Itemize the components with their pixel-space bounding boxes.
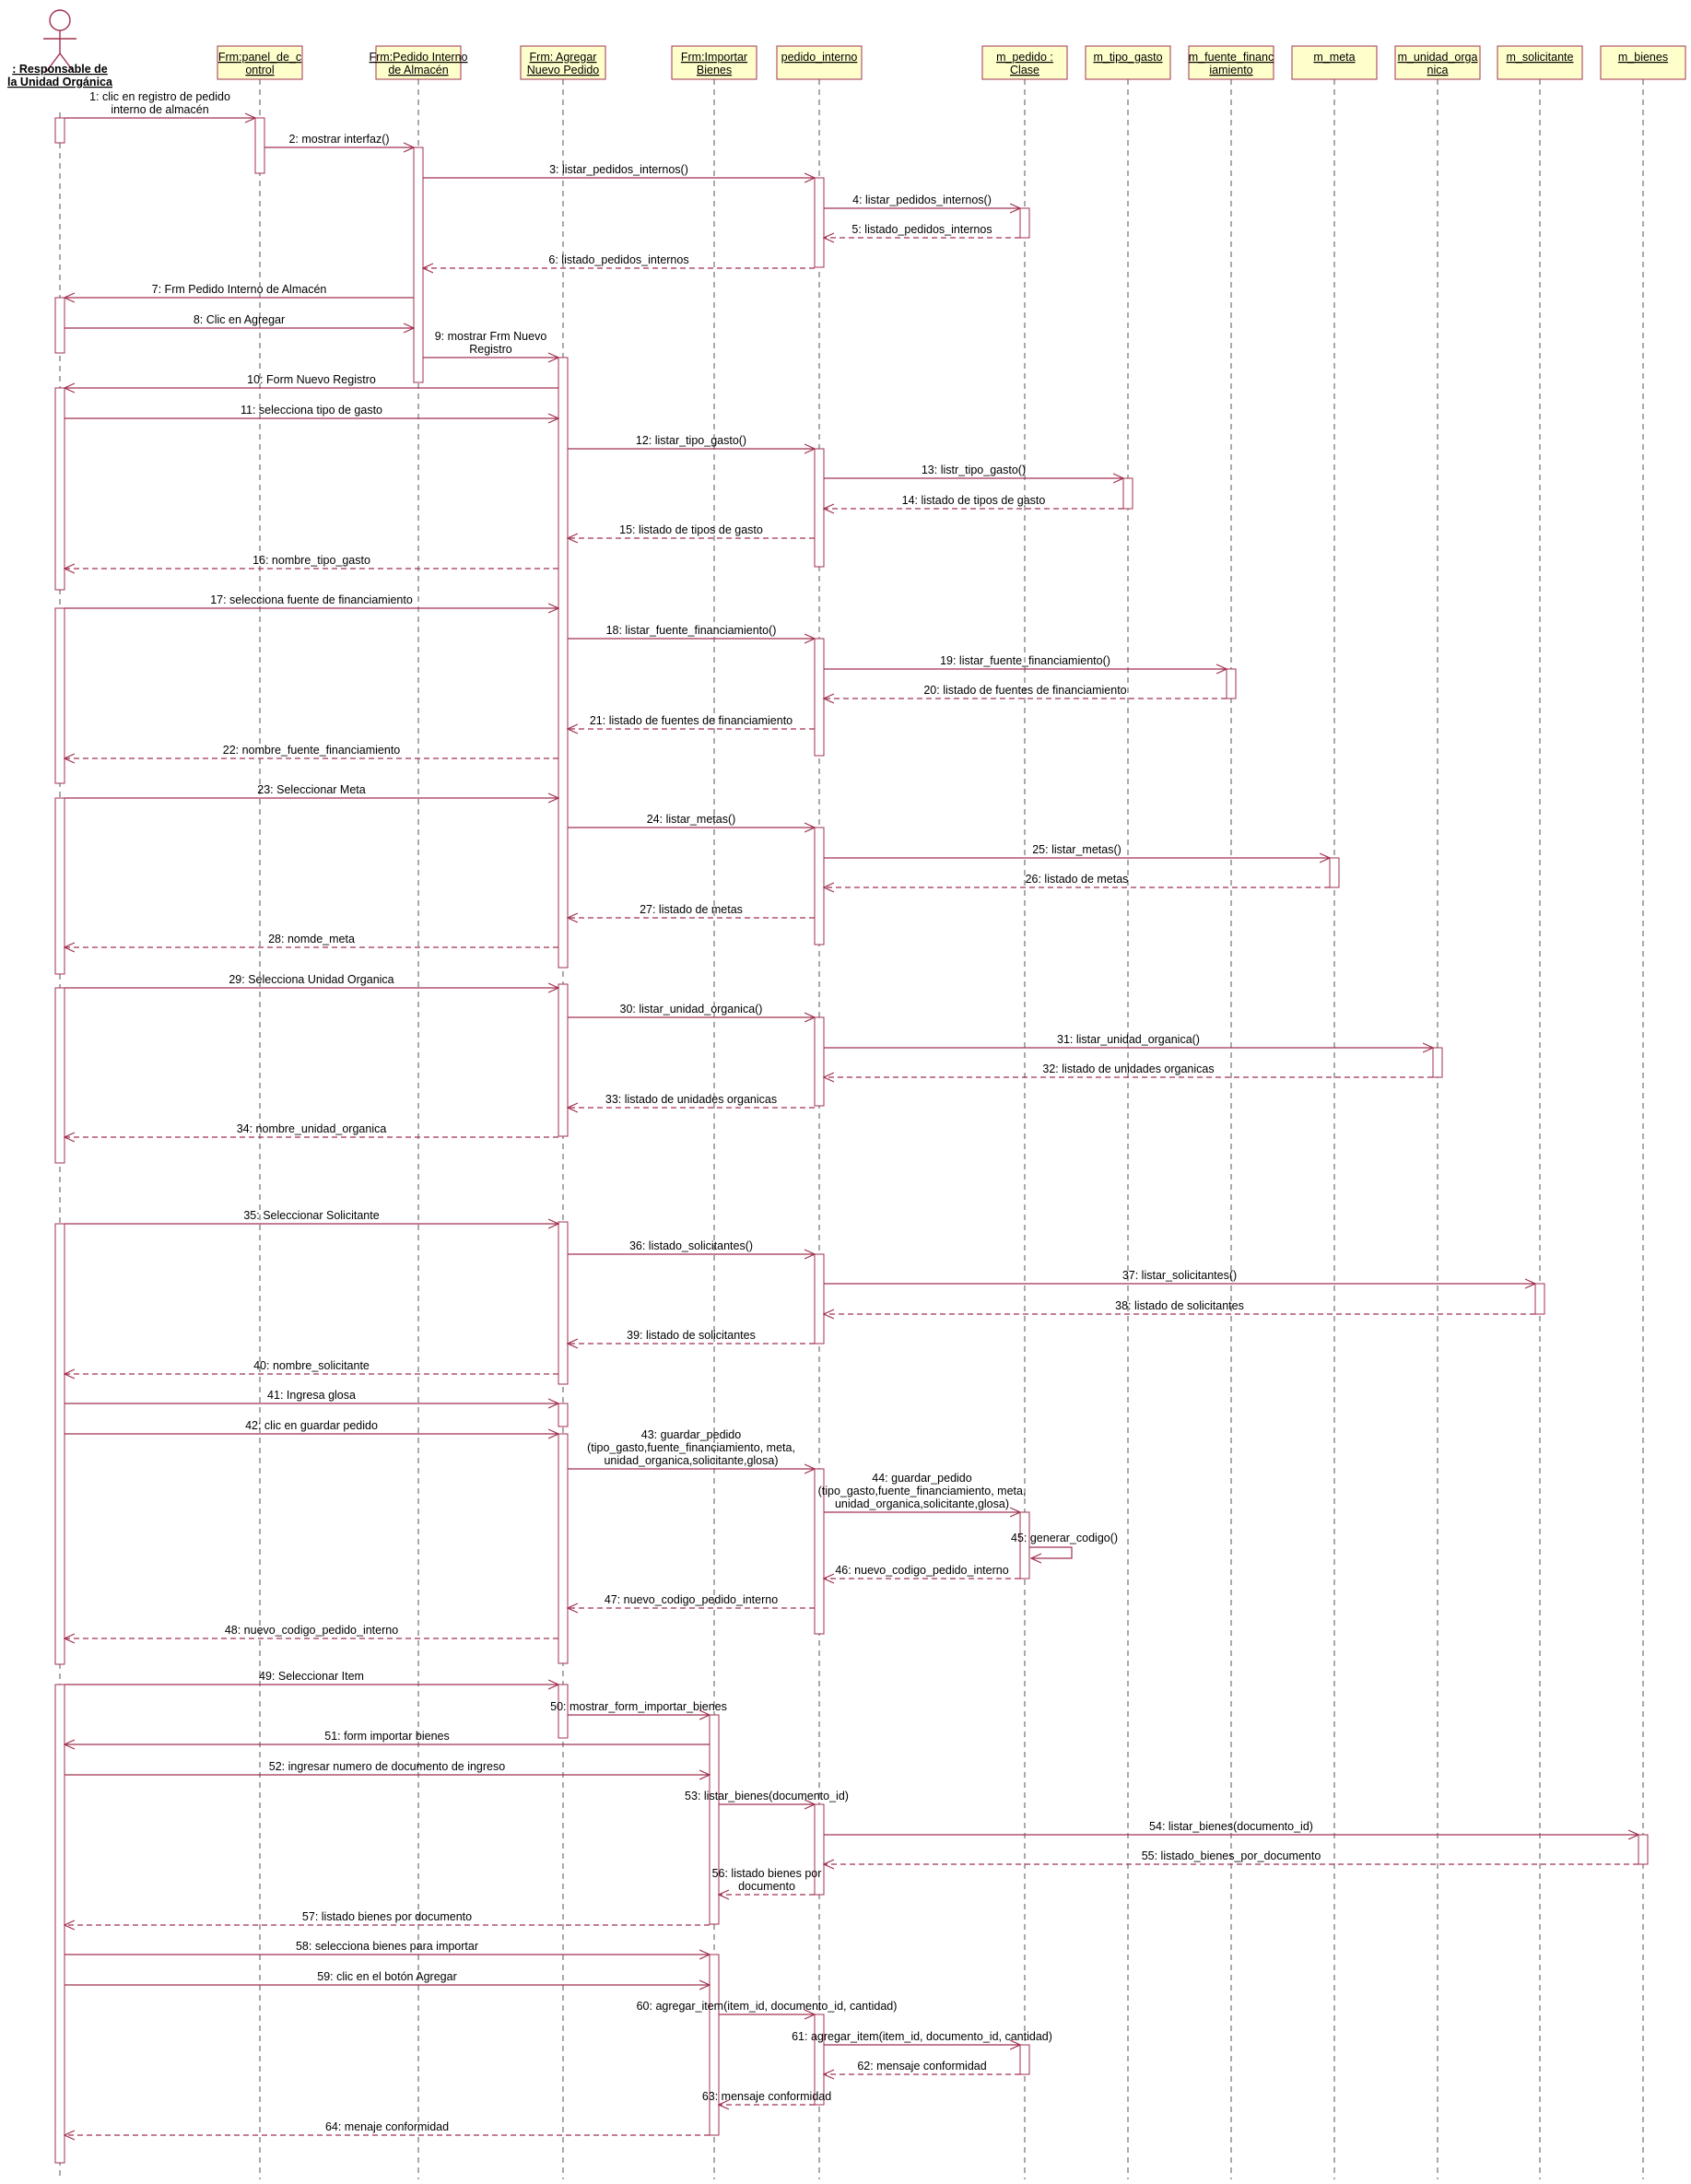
message-label-line: 29: Selecciona Unidad Organica — [229, 973, 394, 986]
message-53 — [685, 1790, 849, 1804]
message-label — [702, 2090, 831, 2103]
activation-bar-agregar — [558, 1222, 568, 1384]
message-label-line: 21: listado de fuentes de financiamiento — [589, 714, 793, 727]
message-63 — [702, 2090, 831, 2105]
message-label-line: 16: nombre_tipo_gasto — [252, 554, 370, 567]
activation-bar-agregar — [558, 1434, 568, 1663]
message-label-line: 15: listado de tipos de gasto — [619, 523, 763, 536]
message-label-line: 34: nombre_unidad_organica — [236, 1122, 387, 1135]
activation-bar-panel — [255, 118, 264, 173]
activation-bar-importar — [710, 1715, 719, 1924]
message-label-line: 40: nombre_solicitante — [253, 1359, 370, 1372]
message-label — [902, 494, 1046, 507]
message-label — [922, 464, 1026, 476]
message-label-line: 47: nuevo_codigo_pedido_interno — [604, 1593, 779, 1606]
message-label-line: 48: nuevo_codigo_pedido_interno — [224, 1624, 399, 1637]
activation-bar-m_solicitante — [1535, 1284, 1544, 1314]
message-label — [818, 1472, 1027, 1510]
message-label — [245, 1419, 378, 1432]
participant-label — [1093, 51, 1162, 64]
message-label — [940, 654, 1110, 667]
participant-m_meta — [1292, 46, 1377, 79]
participant-label-line: ontrol — [245, 64, 275, 76]
message-41 — [65, 1389, 558, 1403]
message-label-line: 33: listado de unidades organicas — [605, 1093, 778, 1106]
participant-label-line: de Almacén — [388, 64, 449, 76]
message-label-line: 59: clic en el botón Agregar — [317, 1970, 457, 1983]
message-label-line: 64: menaje conformidad — [324, 2120, 450, 2133]
activation-bar-pedido_interno — [815, 1804, 824, 1895]
message-label-line: 14: listado de tipos de gasto — [901, 494, 1046, 507]
activation-bar-m_tipo_gasto — [1123, 478, 1133, 509]
message-label-line: 58: selecciona bienes para importar — [295, 1940, 479, 1953]
message-61 — [792, 2030, 1052, 2045]
message-50 — [550, 1700, 727, 1715]
activation-bar-m_meta — [1330, 858, 1339, 887]
message-49 — [65, 1670, 558, 1685]
participant-agregar — [521, 46, 605, 79]
message-label — [606, 624, 777, 637]
message-51 — [65, 1730, 710, 1744]
message-label-line: 28: nomde_meta — [268, 933, 355, 945]
message-label — [605, 1093, 777, 1106]
actor-label-line: : Responsable de — [12, 63, 108, 76]
message-label — [1032, 843, 1121, 856]
message-label — [296, 1940, 478, 1953]
message-label-line: 36: listado_solicitantes() — [628, 1239, 754, 1252]
message-label — [288, 133, 389, 146]
message-label — [152, 283, 327, 296]
activation-bar-agregar — [558, 984, 568, 1136]
message-label — [550, 1700, 727, 1713]
message-label-line: 37: listar_solicitantes() — [1121, 1269, 1238, 1282]
message-label — [590, 714, 793, 727]
message-58 — [65, 1940, 710, 1955]
message-label — [1149, 1820, 1313, 1833]
message-label — [620, 1003, 763, 1016]
message-label — [243, 1209, 379, 1222]
message-5 — [824, 223, 1020, 238]
activation-bar-agregar — [558, 358, 568, 968]
message-label-line: 9: mostrar Frm Nuevo — [434, 330, 547, 343]
message-15 — [568, 523, 815, 538]
message-label-line: 4: listar_pedidos_internos() — [852, 194, 992, 206]
message-label-line: 19: listar_fuente_financiamiento() — [940, 654, 1110, 667]
message-label-line: 51: form importar bienes — [324, 1730, 450, 1743]
message-label — [792, 2030, 1052, 2043]
message-30 — [568, 1003, 815, 1017]
message-label-line: 7: Frm Pedido Interno de Almacén — [151, 283, 327, 296]
message-label — [640, 903, 743, 916]
message-label-line: Registro — [469, 343, 512, 356]
message-59 — [65, 1970, 710, 1985]
activation-bar-pedido_interno — [815, 1017, 824, 1106]
message-label-line: 32: listado de unidades organicas — [1042, 1063, 1215, 1075]
message-34 — [65, 1122, 558, 1137]
message-21 — [568, 714, 815, 729]
message-28 — [65, 933, 558, 947]
message-label-line: 10: Form Nuevo Registro — [247, 373, 376, 386]
message-label — [1142, 1849, 1321, 1862]
message-label — [302, 1910, 472, 1923]
message-label — [712, 1867, 822, 1893]
message-label-line: 35: Seleccionar Solicitante — [243, 1209, 380, 1222]
message-label-line: 12: listar_tipo_gasto() — [635, 434, 747, 447]
message-label-line: 5: listado_pedidos_internos — [851, 223, 992, 236]
message-label-line: 20: listado de fuentes de financiamiento — [923, 684, 1127, 697]
message-56 — [712, 1867, 822, 1895]
message-label-line: 50: mostrar_form_importar_bienes — [550, 1700, 727, 1713]
activation-bar-pedido_interno — [815, 828, 824, 945]
message-label — [548, 253, 688, 266]
message-label — [1011, 1532, 1118, 1544]
message-label-line: 24: listar_metas() — [646, 813, 736, 826]
message-12 — [568, 434, 815, 449]
activation-bar-pedido_interno — [815, 178, 824, 267]
message-4 — [824, 194, 1020, 208]
message-label-line: 55: listado_bienes_por_documento — [1141, 1849, 1321, 1862]
participant-m_fuente — [1189, 46, 1274, 79]
message-label-line: 60: agregar_item(item_id, documento_id, cantidad) — [636, 2000, 898, 2013]
message-17 — [65, 593, 558, 608]
activation-bar-actor — [55, 988, 65, 1163]
message-64 — [65, 2120, 710, 2135]
message-label-line: 25: listar_metas() — [1032, 843, 1121, 856]
message-label-line: interno de almacén — [111, 103, 209, 116]
message-29 — [65, 973, 558, 988]
activation-bar-actor — [55, 1224, 65, 1664]
message-39 — [568, 1329, 815, 1344]
message-label-line: documento — [738, 1880, 795, 1893]
message-label-line: unidad_organica,solicitante,glosa) — [834, 1497, 1010, 1510]
message-label-line: 26: listado de metas — [1025, 873, 1129, 886]
message-48 — [65, 1624, 558, 1638]
participant-label-line: m_pedido : — [996, 51, 1053, 64]
message-25 — [824, 843, 1330, 858]
participant-m_pedido — [982, 46, 1067, 79]
message-label — [851, 223, 992, 236]
participant-label-line: Clase — [1010, 64, 1039, 76]
participant-label-line: Nuevo Pedido — [526, 64, 600, 76]
participant-label — [1313, 51, 1355, 64]
message-label-line: 56: listado bienes por — [711, 1867, 822, 1880]
actor-label-line: la Unidad Orgánica — [7, 76, 112, 88]
message-label-line: 43: guardar_pedido — [640, 1428, 742, 1441]
participant-pedido_interno_alm — [370, 46, 468, 79]
message-label — [237, 1122, 387, 1135]
message-label — [259, 1670, 364, 1683]
participant-headers-layer — [7, 10, 1685, 88]
message-24 — [568, 813, 815, 828]
activation-bar-pedido_interno_alm — [414, 147, 423, 382]
message-label-line: 57: listado bienes por documento — [301, 1910, 473, 1923]
message-20 — [824, 684, 1227, 699]
message-19 — [824, 654, 1227, 669]
message-13 — [824, 464, 1123, 478]
message-label — [629, 1239, 753, 1252]
message-label — [194, 313, 285, 326]
participant-m_solicitante — [1497, 46, 1582, 79]
message-label — [1026, 873, 1129, 886]
activation-bar-importar — [710, 1955, 719, 2135]
message-label — [835, 1564, 1008, 1577]
participant-label-line: m_fuente_financ — [1188, 51, 1274, 64]
participant-m_tipo_gasto — [1086, 46, 1170, 79]
message-label-line: 45: generar_codigo() — [1011, 1532, 1119, 1544]
activation-bar-actor — [55, 1685, 65, 2163]
message-23 — [65, 783, 558, 798]
participant-label-line: Frm:panel_de_c — [217, 51, 302, 64]
message-label-line: 41: Ingresa glosa — [267, 1389, 356, 1402]
message-label-line: 42: clic en guardar pedido — [245, 1419, 378, 1432]
activation-bar-m_bienes — [1638, 1835, 1648, 1864]
message-54 — [824, 1820, 1638, 1835]
message-label — [435, 330, 547, 356]
message-label-line: (tipo_gasto,fuente_financiamiento, meta, — [817, 1485, 1027, 1497]
message-36 — [568, 1239, 815, 1254]
participant-panel — [217, 46, 302, 79]
message-label — [225, 1624, 398, 1637]
activation-bar-m_pedido — [1020, 2045, 1029, 2074]
participant-m_unidad — [1395, 46, 1480, 79]
message-label-line: 54: listar_bienes(documento_id) — [1149, 1820, 1313, 1833]
message-label-line: 1: clic en registro de pedido — [89, 90, 230, 103]
participant-label-line: nica — [1427, 64, 1449, 76]
message-42 — [65, 1419, 558, 1434]
participant-label-line: Frm:Pedido Interno — [369, 51, 468, 64]
message-7 — [65, 283, 414, 298]
message-label-line: 17: selecciona fuente de financiamiento — [210, 593, 413, 606]
message-label-line: 3: listar_pedidos_internos() — [549, 163, 688, 176]
message-10 — [65, 373, 558, 388]
message-label-line: (tipo_gasto,fuente_financiamiento, meta, — [587, 1441, 795, 1454]
message-label — [268, 933, 355, 945]
message-label — [252, 554, 370, 567]
message-6 — [423, 253, 815, 268]
participant-importar — [672, 46, 757, 79]
message-label — [619, 523, 763, 536]
message-37 — [824, 1269, 1535, 1284]
participant-label — [781, 51, 858, 64]
message-22 — [65, 744, 558, 758]
message-44 — [818, 1472, 1027, 1512]
message-label-line: 39: listado de solicitantes — [627, 1329, 756, 1342]
message-label — [247, 373, 376, 386]
activation-bar-m_fuente — [1227, 669, 1236, 699]
activation-bar-m_unidad — [1433, 1048, 1442, 1077]
activation-bar-actor — [55, 388, 65, 590]
participant-label — [1618, 51, 1668, 64]
participant-label-line: m_solicitante — [1506, 51, 1574, 64]
message-31 — [824, 1033, 1433, 1048]
message-label — [627, 1329, 756, 1342]
message-3 — [423, 163, 815, 178]
message-46 — [824, 1564, 1020, 1579]
message-label-line: 49: Seleccionar Item — [259, 1670, 364, 1683]
message-label-line: 11: selecciona tipo de gasto — [240, 404, 383, 417]
message-label-line: unidad_organica,solicitante,glosa) — [604, 1454, 779, 1467]
activation-bar-actor — [55, 298, 65, 353]
message-label — [852, 194, 992, 206]
message-label — [269, 1760, 505, 1773]
message-8 — [65, 313, 414, 328]
message-label — [1057, 1033, 1200, 1046]
message-label — [857, 2060, 986, 2072]
message-label-line: 8: Clic en Agregar — [193, 313, 286, 326]
message-label — [317, 1970, 457, 1983]
message-2 — [264, 133, 414, 147]
activation-bar-actor — [55, 798, 65, 974]
message-label — [637, 2000, 898, 2013]
message-label — [1115, 1299, 1244, 1312]
message-52 — [65, 1760, 710, 1775]
activation-bar-pedido_interno — [815, 1254, 824, 1344]
participant-label — [527, 51, 600, 76]
message-label — [241, 404, 382, 417]
participant-label-line: m_bienes — [1617, 51, 1669, 64]
message-57 — [65, 1910, 710, 1925]
participant-pedido_interno — [777, 46, 862, 79]
activation-bar-agregar — [558, 1403, 568, 1427]
actor-label — [7, 63, 113, 88]
participant-label-line: m_meta — [1313, 51, 1356, 64]
message-label-line: 53: listar_bienes(documento_id) — [685, 1790, 849, 1802]
message-label-line: 30: listar_unidad_organica() — [619, 1003, 763, 1016]
message-16 — [65, 554, 558, 569]
message-label-line: 31: listar_unidad_organica() — [1057, 1033, 1200, 1046]
message-label-line: 63: mensaje conformidad — [701, 2090, 832, 2103]
message-label — [210, 593, 413, 606]
message-label-line: 27: listado de metas — [640, 903, 743, 916]
message-label — [324, 1730, 449, 1743]
message-label-line: 6: listado_pedidos_internos — [548, 253, 689, 266]
participant-label-line: Frm: Agregar — [529, 51, 597, 64]
participant-label — [1507, 51, 1574, 64]
message-38 — [824, 1299, 1535, 1314]
participant-m_bienes — [1601, 46, 1685, 79]
message-label-line: 13: listr_tipo_gasto() — [921, 464, 1027, 476]
message-label-line: 44: guardar_pedido — [872, 1472, 972, 1485]
message-26 — [824, 873, 1330, 887]
message-label — [267, 1389, 356, 1402]
message-label — [587, 1428, 795, 1467]
participant-label-line: Bienes — [696, 64, 733, 76]
activation-bar-pedido_interno — [815, 449, 824, 567]
message-label-line: 23: Seleccionar Meta — [257, 783, 366, 796]
participant-label-line: pedido_interno — [781, 51, 858, 64]
message-1 — [65, 90, 255, 118]
message-33 — [568, 1093, 815, 1108]
message-18 — [568, 624, 815, 639]
activations-layer — [55, 118, 1648, 2163]
message-label — [636, 434, 746, 447]
message-label — [685, 1790, 849, 1802]
message-arrow — [1029, 1547, 1072, 1558]
message-label-line: 61: agregar_item(item_id, documento_id, cantidad) — [792, 2030, 1052, 2043]
activation-bar-pedido_interno — [815, 639, 824, 756]
message-label-line: 22: nombre_fuente_financiamiento — [222, 744, 401, 757]
message-62 — [824, 2060, 1020, 2074]
message-32 — [824, 1063, 1433, 1077]
message-label — [325, 2120, 449, 2133]
message-35 — [65, 1209, 558, 1224]
message-43 — [568, 1428, 815, 1469]
message-label — [647, 813, 736, 826]
activation-bar-actor — [55, 118, 65, 143]
message-label — [89, 90, 230, 116]
activation-bar-actor — [55, 608, 65, 783]
message-60 — [637, 2000, 898, 2014]
message-40 — [65, 1359, 558, 1374]
message-label — [1042, 1063, 1214, 1075]
activation-bar-m_pedido — [1020, 1512, 1029, 1579]
message-label-line: 38: listado de solicitantes — [1115, 1299, 1244, 1312]
message-label-line: 46: nuevo_codigo_pedido_interno — [835, 1564, 1009, 1577]
message-14 — [824, 494, 1123, 509]
message-47 — [568, 1593, 815, 1608]
message-9 — [423, 330, 558, 358]
message-label-line: 2: mostrar interfaz() — [288, 133, 390, 146]
message-label — [923, 684, 1126, 697]
participant-label-line: m_tipo_gasto — [1093, 51, 1163, 64]
message-55 — [824, 1849, 1638, 1864]
message-label — [223, 744, 401, 757]
message-label-line: 62: mensaje conformidad — [857, 2060, 987, 2072]
participant-label-line: m_unidad_orga — [1397, 51, 1478, 64]
message-11 — [65, 404, 558, 418]
message-label-line: 18: listar_fuente_financiamiento() — [605, 624, 777, 637]
participant-label-line: Frm:Importar — [680, 51, 748, 64]
message-label — [549, 163, 688, 176]
message-label — [257, 783, 365, 796]
messages-layer — [65, 90, 1638, 2135]
message-27 — [568, 903, 815, 918]
activation-bar-m_pedido — [1020, 208, 1029, 238]
participant-label-line: iamiento — [1209, 64, 1253, 76]
message-label — [1122, 1269, 1237, 1282]
message-label-line: 52: ingresar numero de documento de ingreso — [268, 1760, 506, 1773]
message-label — [253, 1359, 370, 1372]
message-label — [605, 1593, 778, 1606]
message-label — [229, 973, 393, 986]
